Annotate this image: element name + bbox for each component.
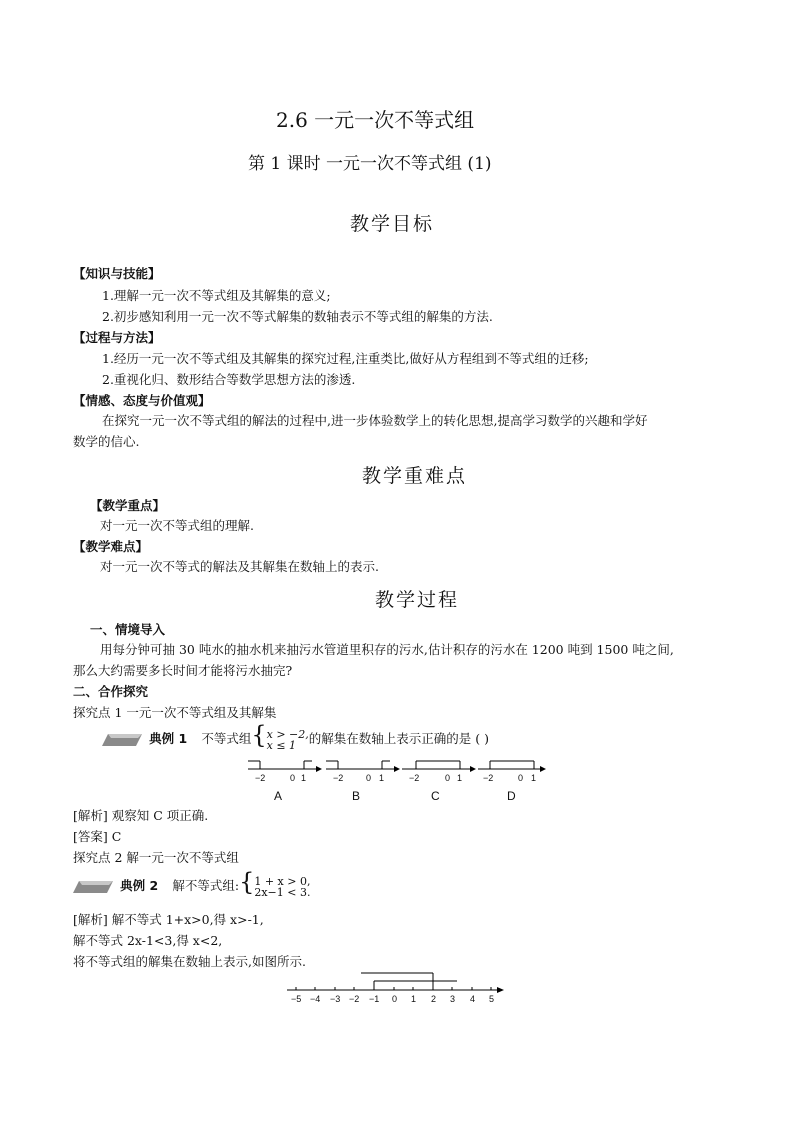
intro-heading: 一、情境导入 (90, 622, 166, 637)
example-1: 典例 1 不等式组{x > −2, x ≤ 1 的解集在数轴上表示正确的是 ( ) (102, 725, 489, 749)
example-2-step: 将不等式组的解集在数轴上表示,如图所示. (73, 954, 306, 969)
tick-label: −2 (255, 773, 266, 783)
example-2-analysis: [解析] 解不等式 1+x>0,得 x>-1, (73, 912, 264, 927)
option-label: B (352, 789, 361, 803)
section-keypoints-heading: 教学重难点 (362, 465, 468, 487)
difficulty-text: 对一元一次不等式的解法及其解集在数轴上的表示. (100, 559, 379, 574)
axis-tick-label: −4 (310, 994, 321, 1004)
tick-label: 1 (457, 773, 463, 783)
solution-number-line (285, 968, 510, 1008)
tick-label: 1 (531, 773, 537, 783)
tick-label: −2 (333, 773, 344, 783)
example-2-prefix: 解不等式组: (172, 878, 240, 893)
goals-process-heading: 【过程与方法】 (73, 330, 161, 345)
example-2-label: 典例 2 (120, 878, 159, 893)
goals-attitude-text: 在探究一元一次不等式组的解法的过程中,进一步体验数学上的转化思想,提高学习数学的兴趣和学好 (102, 413, 648, 428)
bookmark-icon (73, 881, 113, 893)
example-2: 典例 2 解不等式组:{1 + x > 0, 2x−1 < 3. (73, 872, 310, 898)
focus-heading: 【教学重点】 (90, 498, 166, 513)
axis-tick-label: −5 (291, 994, 302, 1004)
example-1-analysis: [解析] 观察知 C 项正确. (73, 808, 209, 823)
option-label: D (507, 789, 516, 803)
axis-tick-label: 0 (392, 994, 398, 1004)
goals-knowledge-heading: 【知识与技能】 (73, 266, 161, 281)
option-number-lines (246, 757, 546, 805)
option-c-diagram (402, 761, 476, 772)
option-label: A (274, 789, 283, 803)
axis-tick-label: 3 (450, 994, 456, 1004)
tick-label: 0 (518, 773, 524, 783)
option-b-diagram (326, 761, 400, 772)
goals-knowledge-item: 2.初步感知利用一元一次不等式解集的数轴表示不等式组的解集的方法. (102, 309, 493, 324)
difficulty-heading: 【教学难点】 (73, 539, 149, 554)
lesson-title: 第 1 课时 一元一次不等式组 (1) (248, 154, 492, 174)
axis-tick-label: −3 (330, 994, 341, 1004)
explore-heading: 二、合作探究 (73, 684, 149, 699)
example-1-system-line: x ≤ 1 (266, 738, 297, 752)
example-1-label: 典例 1 (149, 731, 188, 746)
axis-tick-label: 4 (470, 994, 476, 1004)
explore-point-2: 探究点 2 解一元一次不等式组 (73, 850, 239, 865)
axis-tick-label: 2 (431, 994, 437, 1004)
goals-knowledge-item: 1.理解一元一次不等式组及其解集的意义; (102, 288, 331, 303)
example-1-question: 的解集在数轴上表示正确的是 ( ) (308, 731, 489, 746)
example-1-answer: [答案] C (73, 829, 122, 844)
goals-attitude-text: 数学的信心. (73, 434, 140, 449)
bookmark-icon (102, 734, 142, 746)
explore-point-1: 探究点 1 一元一次不等式组及其解集 (73, 705, 277, 720)
intro-text: 用每分钟可抽 30 吨水的抽水机来抽污水管道里积存的污水,估计积存的污水在 1200 吨到 1500 吨之间, (100, 642, 674, 657)
goals-attitude-heading: 【情感、态度与价值观】 (73, 393, 211, 408)
page-title: 2.6 一元一次不等式组 (276, 108, 475, 132)
tick-label: −2 (483, 773, 494, 783)
section-goals-heading: 教学目标 (350, 213, 435, 235)
axis-tick-label: −1 (369, 994, 380, 1004)
example-2-step: 解不等式 2x-1<3,得 x<2, (73, 933, 223, 948)
tick-label: 1 (379, 773, 385, 783)
focus-text: 对一元一次不等式组的理解. (100, 518, 254, 533)
axis-tick-label: −2 (349, 994, 360, 1004)
tick-label: −2 (409, 773, 420, 783)
tick-label: 0 (290, 773, 296, 783)
option-a-diagram (248, 761, 322, 772)
intro-text: 那么大约需要多长时间才能将污水抽完? (73, 663, 293, 678)
example-2-system-line: 2x−1 < 3. (254, 885, 311, 899)
example-1-system-line: x > −2, (266, 727, 309, 741)
axis-tick-label: 1 (411, 994, 417, 1004)
option-d-diagram (478, 761, 546, 772)
goals-process-item: 1.经历一元一次不等式组及其解集的探究过程,注重类比,做好从方程组到不等式组的迁移; (102, 351, 589, 366)
tick-label: 0 (445, 773, 451, 783)
option-label: C (431, 789, 440, 803)
tick-label: 0 (366, 773, 372, 783)
example-1-prefix: 不等式组 (201, 731, 252, 746)
axis-tick-label: 5 (489, 994, 495, 1004)
goals-process-item: 2.重视化归、数形结合等数学思想方法的渗透. (102, 372, 356, 387)
tick-label: 1 (301, 773, 307, 783)
section-process-heading: 教学过程 (375, 589, 460, 611)
example-2-system-line: 1 + x > 0, (254, 874, 311, 888)
